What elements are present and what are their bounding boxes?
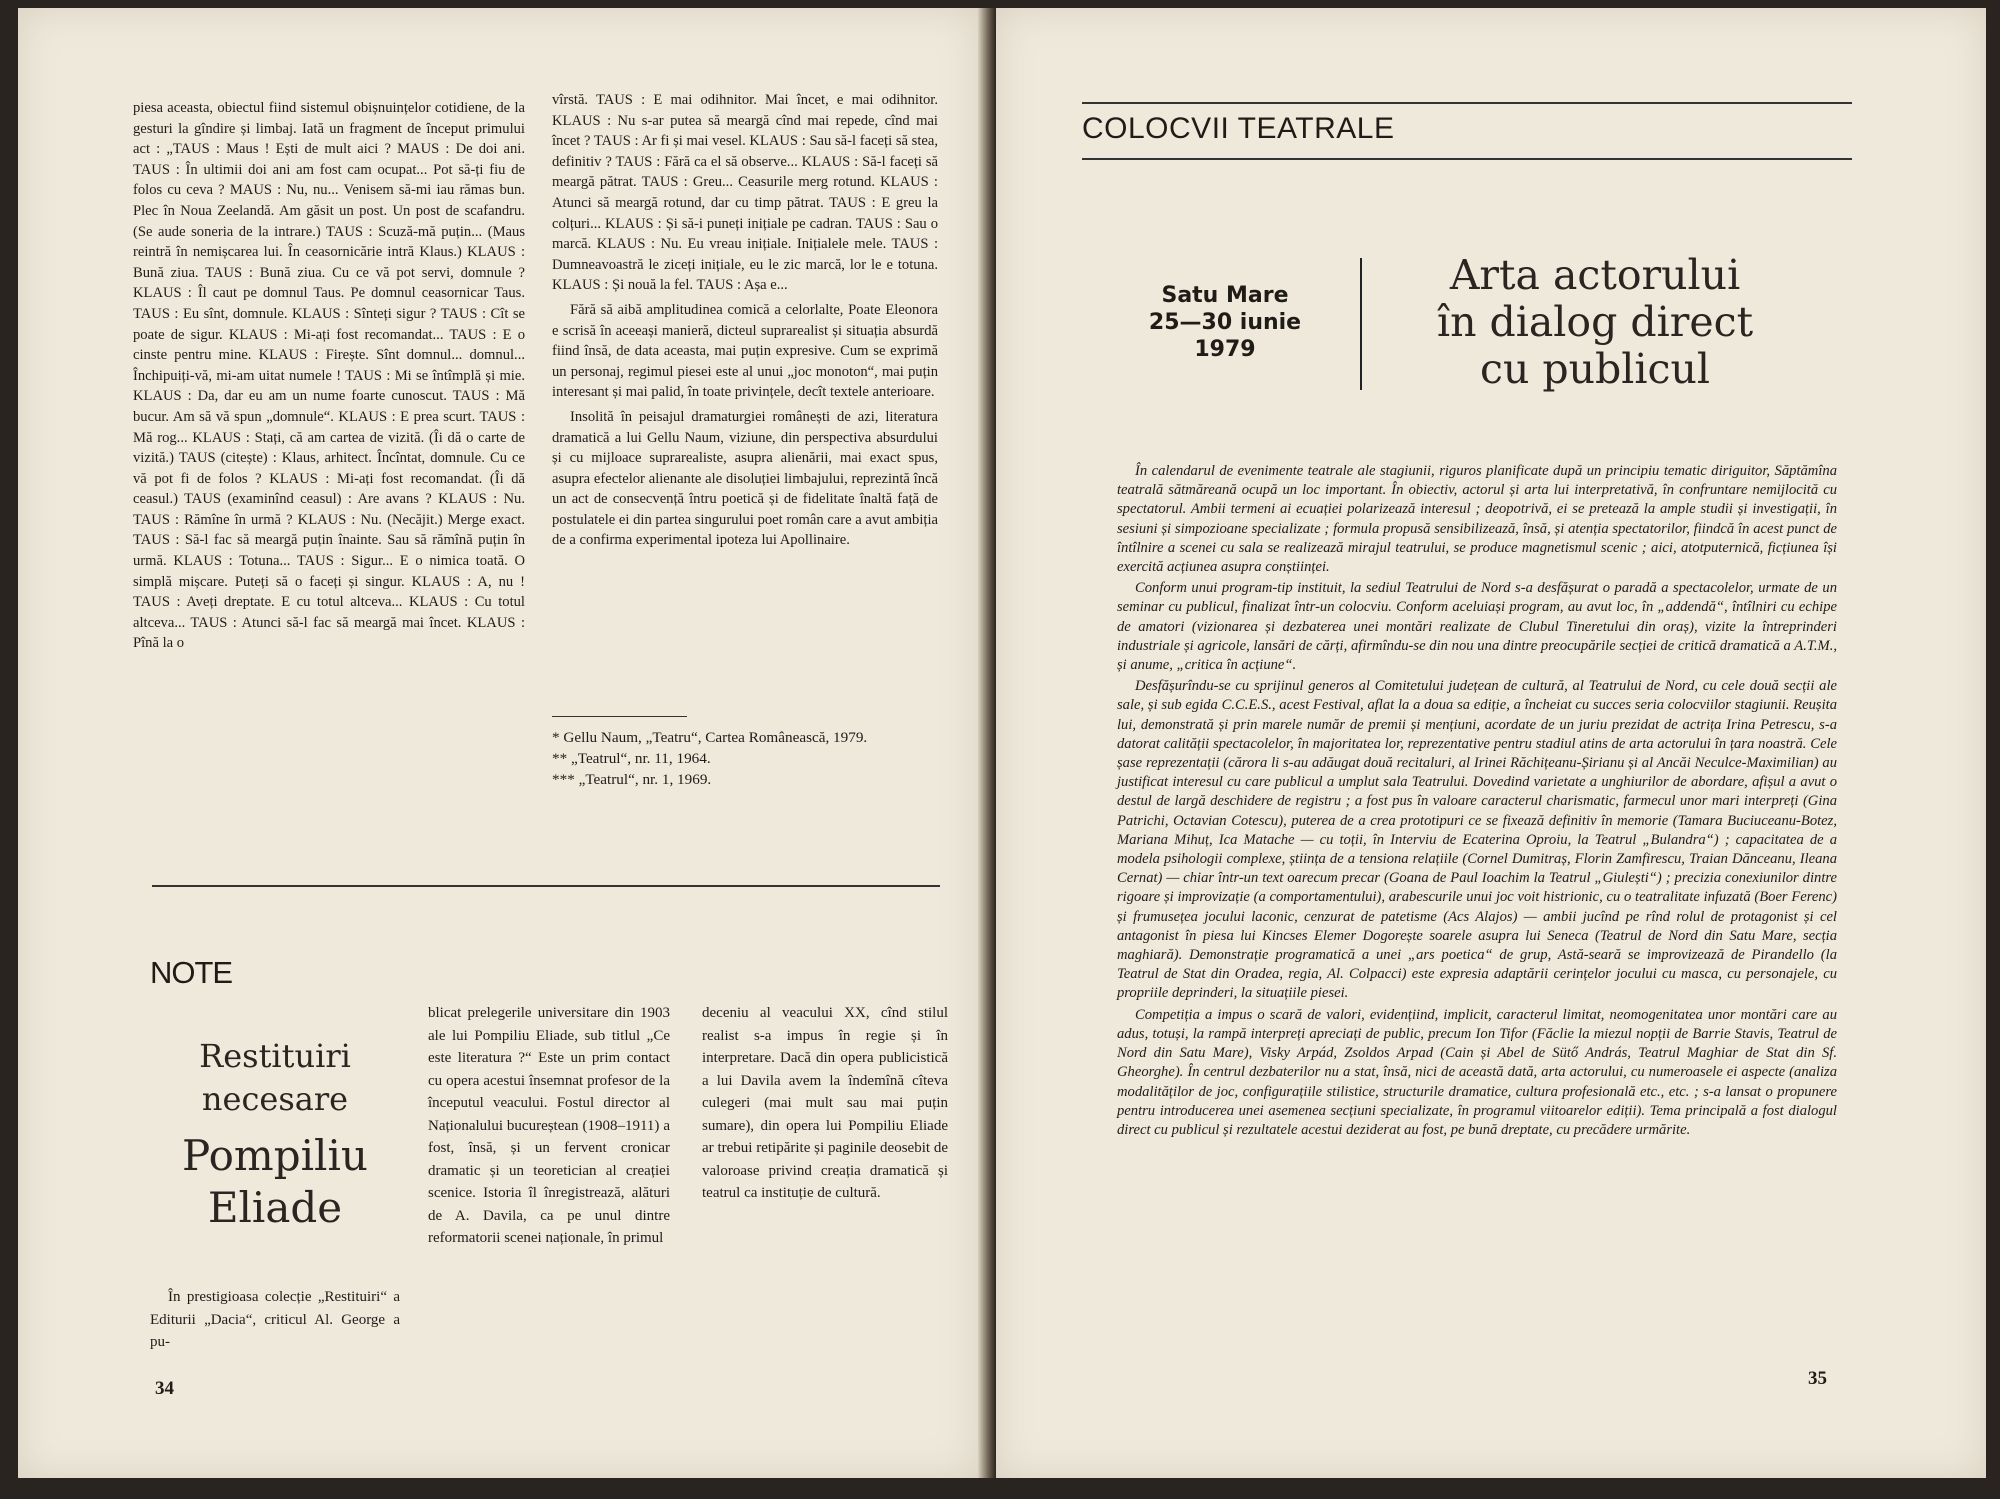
note-col-2-text: blicat prelegerile universitare din 1903 ale lui Pompiliu Eliade, sub titlul „Ce este literatura ?“ Este un prim contact cu opera acestui însemnat profesor de la începutul veacului. Fostul director al Naționalului bucureștean (1908–1911) a fost, însă, și un fervent cronicar dramatic și un teoretician al creației scenice. Istoria îl înregistrează, alături de A. Davila, ca pe unul dintre reformatorii scenei naționale, în primul [428,1005,670,1246]
article-title [1420,252,1770,393]
article-column-1 [133,98,525,658]
footnote-3: *** „Teatrul“, nr. 1, 1969. [552,771,712,788]
note-column-3 [702,1002,948,1209]
body-p1: În calendarul de evenimente teatrale ale stagiunii, riguros planificate după un principiu tematic diriguitor, Săptămîna teatrală sătmăreană ocupă un loc important. În obiectiv, actorul și arta lui interpretativă, în confruntare nemijlocită cu spectatorul. Ambii termeni ai ecuației polarizează interesul ; deopotrivă, ei se pretează la ample studii și investigații, în sesiuni și simpozioane specializate ; formula propusă sensibilizează, însă, și atenția spectatorilor, fiindcă în acest punct de întîlnire a scenei cu sala se realizează mirajul teatrului, se produce magnetismul scenic ; aici, atotputernică, ficțiunea își exercită acțiunea asupra conștiinței. [1117,463,1837,576]
footnotes [552,727,938,790]
restitutiri-line-2: necesare [201,1080,349,1119]
note-column-2 [428,1002,670,1254]
body-p3: Desfășurîndu-se cu sprijinul generos al Comitetului județean de cultură, al Teatrului de Nord, cu cele două secții ale sale, și sub egida C.C.E.S., acest Festival, aflat la a doua sa ediție, a încheiat cu succes seria colocviilor stagiunii. Reușita lui, demonstrată și prin marele număr de premii și mențiuni, acordate de un juriu prezidat de actrița Irina Petrescu, s-a datorat calității spectacolelor, în majoritatea lor, reprezentative pentru stadiul atins de arta actorului în țara noastră. Cele șase reprezentații (cărora li s-au adăugat două recitaluri, al Irinei Răchițeanu-Șirianu și al Ancăi Neculce-Maximilian) au justificat interesul cu care publicul a umplut sala Teatrului. Dovedind varietate a unghiurilor de abordare, afișul a avut o destul de largă deschidere de registru ; a fost pus în valoare caracterul charismatic, farmecul unor mari interpreți (Gina Patrichi, Octavian Cotescu), puterea de a crea prototipuri ce se fixează definitiv în memorie (Tamara Buciuceanu-Botez, Mariana Mihuț, Ica Matache — cu toții, în Interviu de Ecaterina Oproiu, la Teatrul „Bulandra“) ; capacitatea de a modela psihologii complexe, știința de a tensiona relațiile (Cornel Dumitraș, Florin Zamfirescu, Traian Dănceanu, Ileana Cernat) — chiar într-un text oarecum precar (Goana de Paul Ioachim la Teatrul „Giulești“) ; precizia conexiunilor dintre rigoare și improvizație (a comportamentului), arabescurile unui joc voit histrionic, cu o teatralitate infuzată (Boer Ferenc) și frumusețea jocului laconic, cenzurat de patetisme (Acs Alajos) — ambii jucînd pe rînd rolul de protagonist și cel antagonist în piesa lui Kincses Elemer Dogorește soarele asupra lui Seneca (Teatrul de Nord din Satu Mare, secția maghiară). Demonstrație programatică a unei „ars poetica“ de grup, Astă-seară se improvizează de Pirandello (la Teatrul de Stat din Oradea, regia, Al. Colpacci) este expresia adaptării cerințelor jocului cu masca, cu personajele, cu propriile deprinderi, la situațiile piesei. [1117,678,1837,1002]
page-number-right: 35 [1808,1368,1827,1389]
body-p4: Competiția a impus o scară de valori, evidențiind, implicit, caracterul limitat, neomogenitatea unor montări care au adus, totuși, la rampă interpreți apreciați de public, precum Ion Tifor (Făclie la miezul nopții de Barrie Stavis, Teatrul de Nord din Satu Mare), Visky Arpád, Zsoldos Arpad (Cain și Abel de Sütő András, Teatrul Maghiar de Stat din Sf. Gheorghe). În centrul dezbaterilor nu a stat, însă, nici de această dată, arta actorului, cu numeroasele ei aspecte (analiza modalităților de joc, configurațiile stilistice, structurile dramatice, cultura profesională etc., etc. ; s-a lansat o propunere pentru introducerea unei asemenea secțiuni specializate, în programul viitoarelor ediții). Tema principală a fost dialogul direct cu publicul și rezultatele acestui deziderat au fost, pe bună dreptate, cu precădere urmărite. [1117,1006,1837,1138]
restitutiri-subtitle [150,1035,400,1121]
note-column-1 [150,1286,400,1358]
eliade-name [150,1130,400,1234]
restitutiri-line-1: Restituiri [199,1037,351,1075]
footnote-2: ** „Teatrul“, nr. 11, 1964. [552,750,711,767]
column-2-p2: Fără să aibă amplitudinea comică a celorlalte, Poate Eleonora e scrisă în aceeași manieră, dicteul suprarealist și situația absurdă fiind însă, de data aceasta, mai puțin expresive. Cum se exprimă un personaj, regimul piesei este al unui „joc monoton“, mai puțin interesant și mai palid, în toate privințele, decît textele anterioare. [552,301,938,401]
title-line-1: Arta actorului [1449,251,1741,299]
section-bottom-rule [1082,158,1852,160]
note-col-3-text: deceniu al veacului XX, cînd stilul realist s-a impus în regie și în interpretare. Dacă din opera publicistică a lui Davila avem la îndemînă cîteva culegeri (mai mult sau mai puțin sumare), din opera lui Pompiliu Eliade ar trebui retipărite și paginile deosebit de valoroase privind creația dramatică și teatrul ca instituție de cultură. [702,1005,948,1201]
venue-block [1135,282,1315,363]
footnote-rule [552,716,687,717]
article-body [1117,462,1837,1142]
column-2-p1: vîrstă. TAUS : E mai odihnitor. Mai încet, e mai odihnitor. KLAUS : Nu s-ar putea să meargă cînd mai repede, cînd mai încet ? TAUS : Ar fi și mai vesel. KLAUS : Sau să-l faceți să stea, definitiv ? TAUS : Fără ca el să observe... KLAUS : Să-l faceți să meargă pătrat. TAUS : Greu... Ceasurile merg rotund. KLAUS : Atunci să meargă rotund, dar cu timp pătrat. TAUS : E greu la colțuri... KLAUS : Și să-i puneți inițiale pe cadran. TAUS : Sau o marcă. KLAUS : Nu. Eu vreau inițiale. Inițialele mele. TAUS : Dumneavoastră le ziceți inițiale, eu le zic marcă, lor le e totuna. KLAUS : Și nouă la fel. TAUS : Așa e... [552,92,938,294]
section-title: COLOCVII TEATRALE [1082,112,1395,145]
venue-year: 1979 [1194,337,1256,362]
column-2-p3: Insolită în peisajul dramaturgiei românești de azi, literatura dramatică a lui Gellu Naum, viziune, din perspectiva absurdului și cu mijloace suprarealiste, asupra alienării, mai exact spus, asupra efectelor alienante ale disoluției limbajului, reprezintă încă un act de consecvență întru poetică și de fidelitate înaltă față de postulatele ei din partea singurului poet român care a avut ambiția de a confirma experimental ipoteza lui Apollinaire. [552,408,938,549]
title-divider [1360,258,1362,390]
name-line-1: Pompiliu [182,1131,368,1180]
venue-dates: 25—30 iunie [1148,310,1302,335]
body-p2: Conform unui program-tip instituit, la sediul Teatrului de Nord s-a desfășurat o paradă a spectacolelor, urmate de un seminar cu publicul, finalizat într-un colocviu. Conform aceluiași program, au avut loc, în „addendă“, întîlniri cu echipe de amatori (vizionarea și dezbaterea unei montări realizate de Clubul Tineretului din oraș), vizite la întreprinderi industriale și agricole, lansări de cărți, afirmîndu-se din nou una dintre preocupările secției de critică dramatică a A.T.M., și anume, „critica în acțiune“. [1117,580,1837,674]
note-col-1-text: În prestigioasa colecție „Restituiri“ a Editurii „Dacia“, criticul Al. George a pu- [150,1289,400,1350]
footnote-1: * Gellu Naum, „Teatru“, Cartea Românească, 1979. [552,729,868,746]
book-spine [978,8,996,1478]
page-number-left: 34 [155,1378,174,1399]
note-heading: NOTE [150,955,233,990]
column-1-text: piesa aceasta, obiectul fiind sistemul obișnuințelor cotidiene, de la gesturi la gîndire și limbaj. Iată un fragment de început primului act : „TAUS : Maus ! Ești de mult aici ? MAUS : De doi ani. TAUS : În ultimii doi ani am fost cam ocupat... Pot să-ți fiu de folos cu ceva ? MAUS : Nu, nu... Venisem să-mi iau rămas bun. Plec în Noua Zeelandă. Am găsit un post. Un post de scafandru. (Se aude soneria de la intrare.) TAUS : Scuză-mă puțin... (Maus reintră în nemișcarea lui. În ceasornicărie intră Klaus.) KLAUS : Bună ziua. TAUS : Bună ziua. Cu ce vă pot servi, domnule ? KLAUS : Îl caut pe domnul Taus. Pe domnul ceasornicar Taus. TAUS : Eu sînt, domnule. KLAUS : Sînteți sigur ? TAUS : Cît se poate de sigur. KLAUS : Mi-ați fost recomandat... TAUS : E o cinste pentru mine. KLAUS : Firește. Sînt domnul... domnul... Închipuiți-vă, mi-am uitat numele ! TAUS : Mi se întîmplă și mie. KLAUS : Da, dar eu am un nume foarte cunoscut. TAUS : Mă bucur. Am să vă spun „domnule“. KLAUS : E prea scurt. TAUS : Mă rog... KLAUS : Stați, că am cartea de vizită. (Îi dă o carte de vizită.) TAUS (citește) : Klaus, arhitect. Încîntat, domnule. Cu ce vă pot fi de folos ? KLAUS : Mi-ați fost recomandat. (Îi dă ceasul.) TAUS (examinînd ceasul) : Are avans ? KLAUS : Nu. TAUS : Rămîne în urmă ? KLAUS : Nu. (Necăjit.) Merge exact. TAUS : Să-l fac să meargă puțin înainte. Sau să rămînă puțin în urmă. KLAUS : Totuna... TAUS : Sigur... E o nimica toată. O simplă mișcare. Puteți să o faceți și singur. KLAUS : A, nu ! TAUS : Aveți dreptate. E cu totul altceva... KLAUS : Cu totul altceva... TAUS : Atunci să-l fac să meargă mai încet. KLAUS : Pînă la o [133,100,525,652]
title-line-2: în dialog direct [1436,298,1754,346]
name-line-2: Eliade [207,1183,343,1232]
section-divider-rule [152,885,940,887]
title-line-3: cu publicul [1479,345,1710,393]
venue-city: Satu Mare [1161,283,1289,308]
section-top-rule [1082,102,1852,104]
article-column-2 [552,90,938,555]
